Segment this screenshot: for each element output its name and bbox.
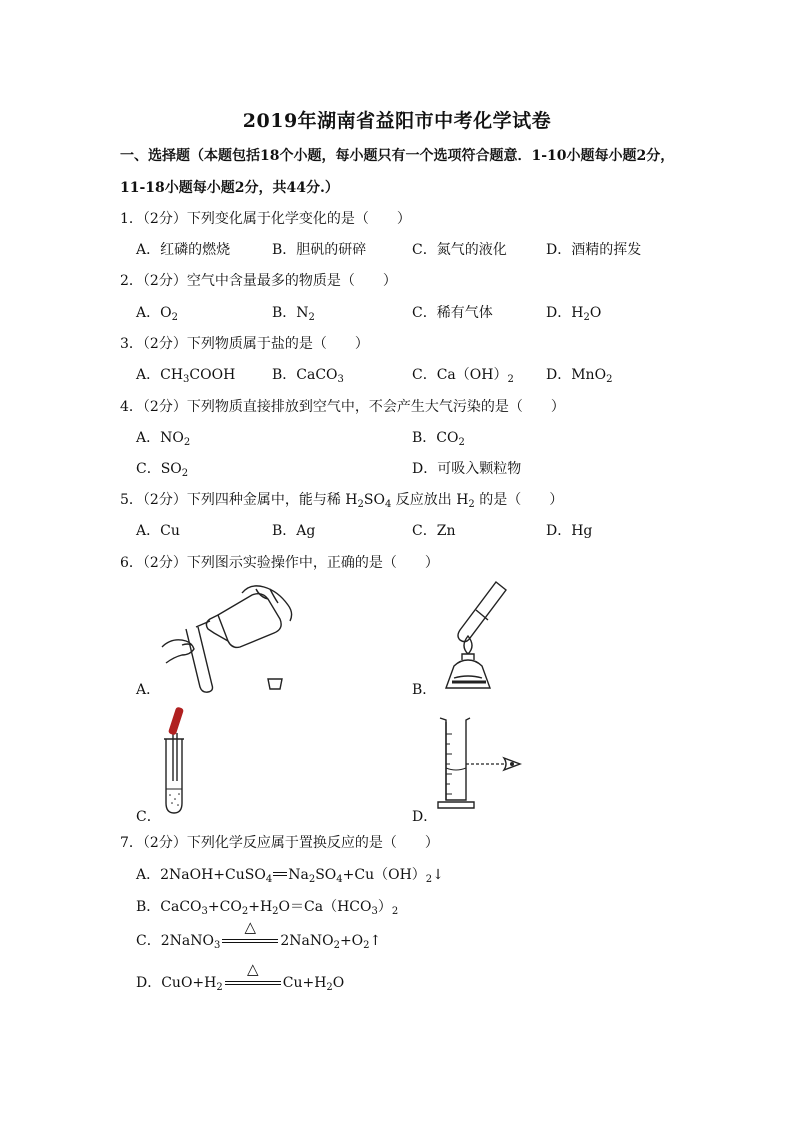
q2-option-c: C．稀有气体 [412, 305, 493, 321]
q2-option-d: D．$H_2O$ [546, 305, 602, 323]
page-title: 2019年湖南省益阳市中考化学试卷 [242, 110, 552, 132]
section-heading-line2: 11-18小题每小题2分，共44分.） [120, 180, 339, 196]
question-2-stem: 2．（2分）空气中含量最多的物质是（ ） [120, 273, 397, 289]
q5-option-b: B．Ag [272, 523, 316, 539]
heating-condition-sign: △ [220, 934, 280, 948]
q1-option-b: B．胆矾的研碎 [272, 242, 367, 258]
q5-option-c: C．Zn [412, 523, 456, 539]
q7-option-b: B．$CaCO_3+CO_2+H_2O=Ca(HCO_3)_2$ [136, 899, 399, 917]
q6-option-c-label: C． [136, 809, 161, 825]
q5-option-a: A．Cu [136, 523, 180, 539]
dropper-in-test-tube-figure [160, 703, 200, 815]
q4-option-a: A．$NO_2$ [136, 430, 191, 448]
question-4-stem: 4．（2分）下列物质直接排放到空气中，不会产生大气污染的是（ ） [120, 399, 565, 415]
q6-option-b-label: B． [412, 682, 437, 698]
q4-option-c: C．$SO_2$ [136, 461, 189, 479]
pouring-liquid-figure [160, 585, 310, 695]
q5-option-d: D．Hg [546, 523, 593, 539]
equals-sign [272, 870, 288, 880]
q1-option-c: C．氮气的液化 [412, 242, 507, 258]
q2-option-b: B．$N_2$ [272, 305, 315, 323]
section-heading-line1: 一、选择题（本题包括18个小题，每小题只有一个选项符合题意．1-10小题每小题2分， [120, 148, 675, 164]
q7-option-d: D．$CuO+H_2$ △ $Cu+H_2O$ [136, 960, 345, 993]
q4-option-d: D．可吸入颗粒物 [412, 461, 522, 477]
question-3-stem: 3．（2分）下列物质属于盐的是（ ） [120, 336, 369, 352]
q4-option-b: B．$CO_2$ [412, 430, 465, 448]
q6-option-a-label: A． [136, 682, 161, 698]
question-7-stem: 7．（2分）下列化学反应属于置换反应的是（ ） [120, 835, 439, 851]
heating-condition-sign: △ [223, 976, 283, 990]
q3-option-b: B．CaCO$_3$ [272, 367, 344, 385]
q7-option-c: C．2NaNO$_3$ △ $2NaNO_2+O_2↑$ [136, 918, 382, 951]
question-5-stem: 5．（2分）下列四种金属中，能与稀 $H_2SO_4$ 反应放出 $H_2$ 的是（ ） [120, 492, 564, 510]
q7-option-a: A．2NaOH+CuSO$_4$ $Na_2SO_4+Cu(OH)_2↓$ [136, 867, 444, 885]
q3-option-d: D．MnO$_2$ [546, 367, 613, 385]
q3-option-c: C．$Ca(OH)_2$ [412, 367, 514, 385]
q2-option-a: A．$O_2$ [136, 305, 178, 323]
q6-option-d-label: D． [412, 809, 438, 825]
q1-option-d: D．酒精的挥发 [546, 242, 642, 258]
heating-test-tube-figure [440, 578, 510, 693]
question-6-stem: 6．（2分）下列图示实验操作中，正确的是（ ） [120, 555, 439, 571]
q1-option-a: A．红磷的燃烧 [136, 242, 231, 258]
question-1-stem: 1．（2分）下列变化属于化学变化的是（ ） [120, 211, 411, 227]
graduated-cylinder-reading-figure [436, 712, 526, 816]
q3-option-a: A．$CH_3COOH$ [136, 367, 236, 385]
